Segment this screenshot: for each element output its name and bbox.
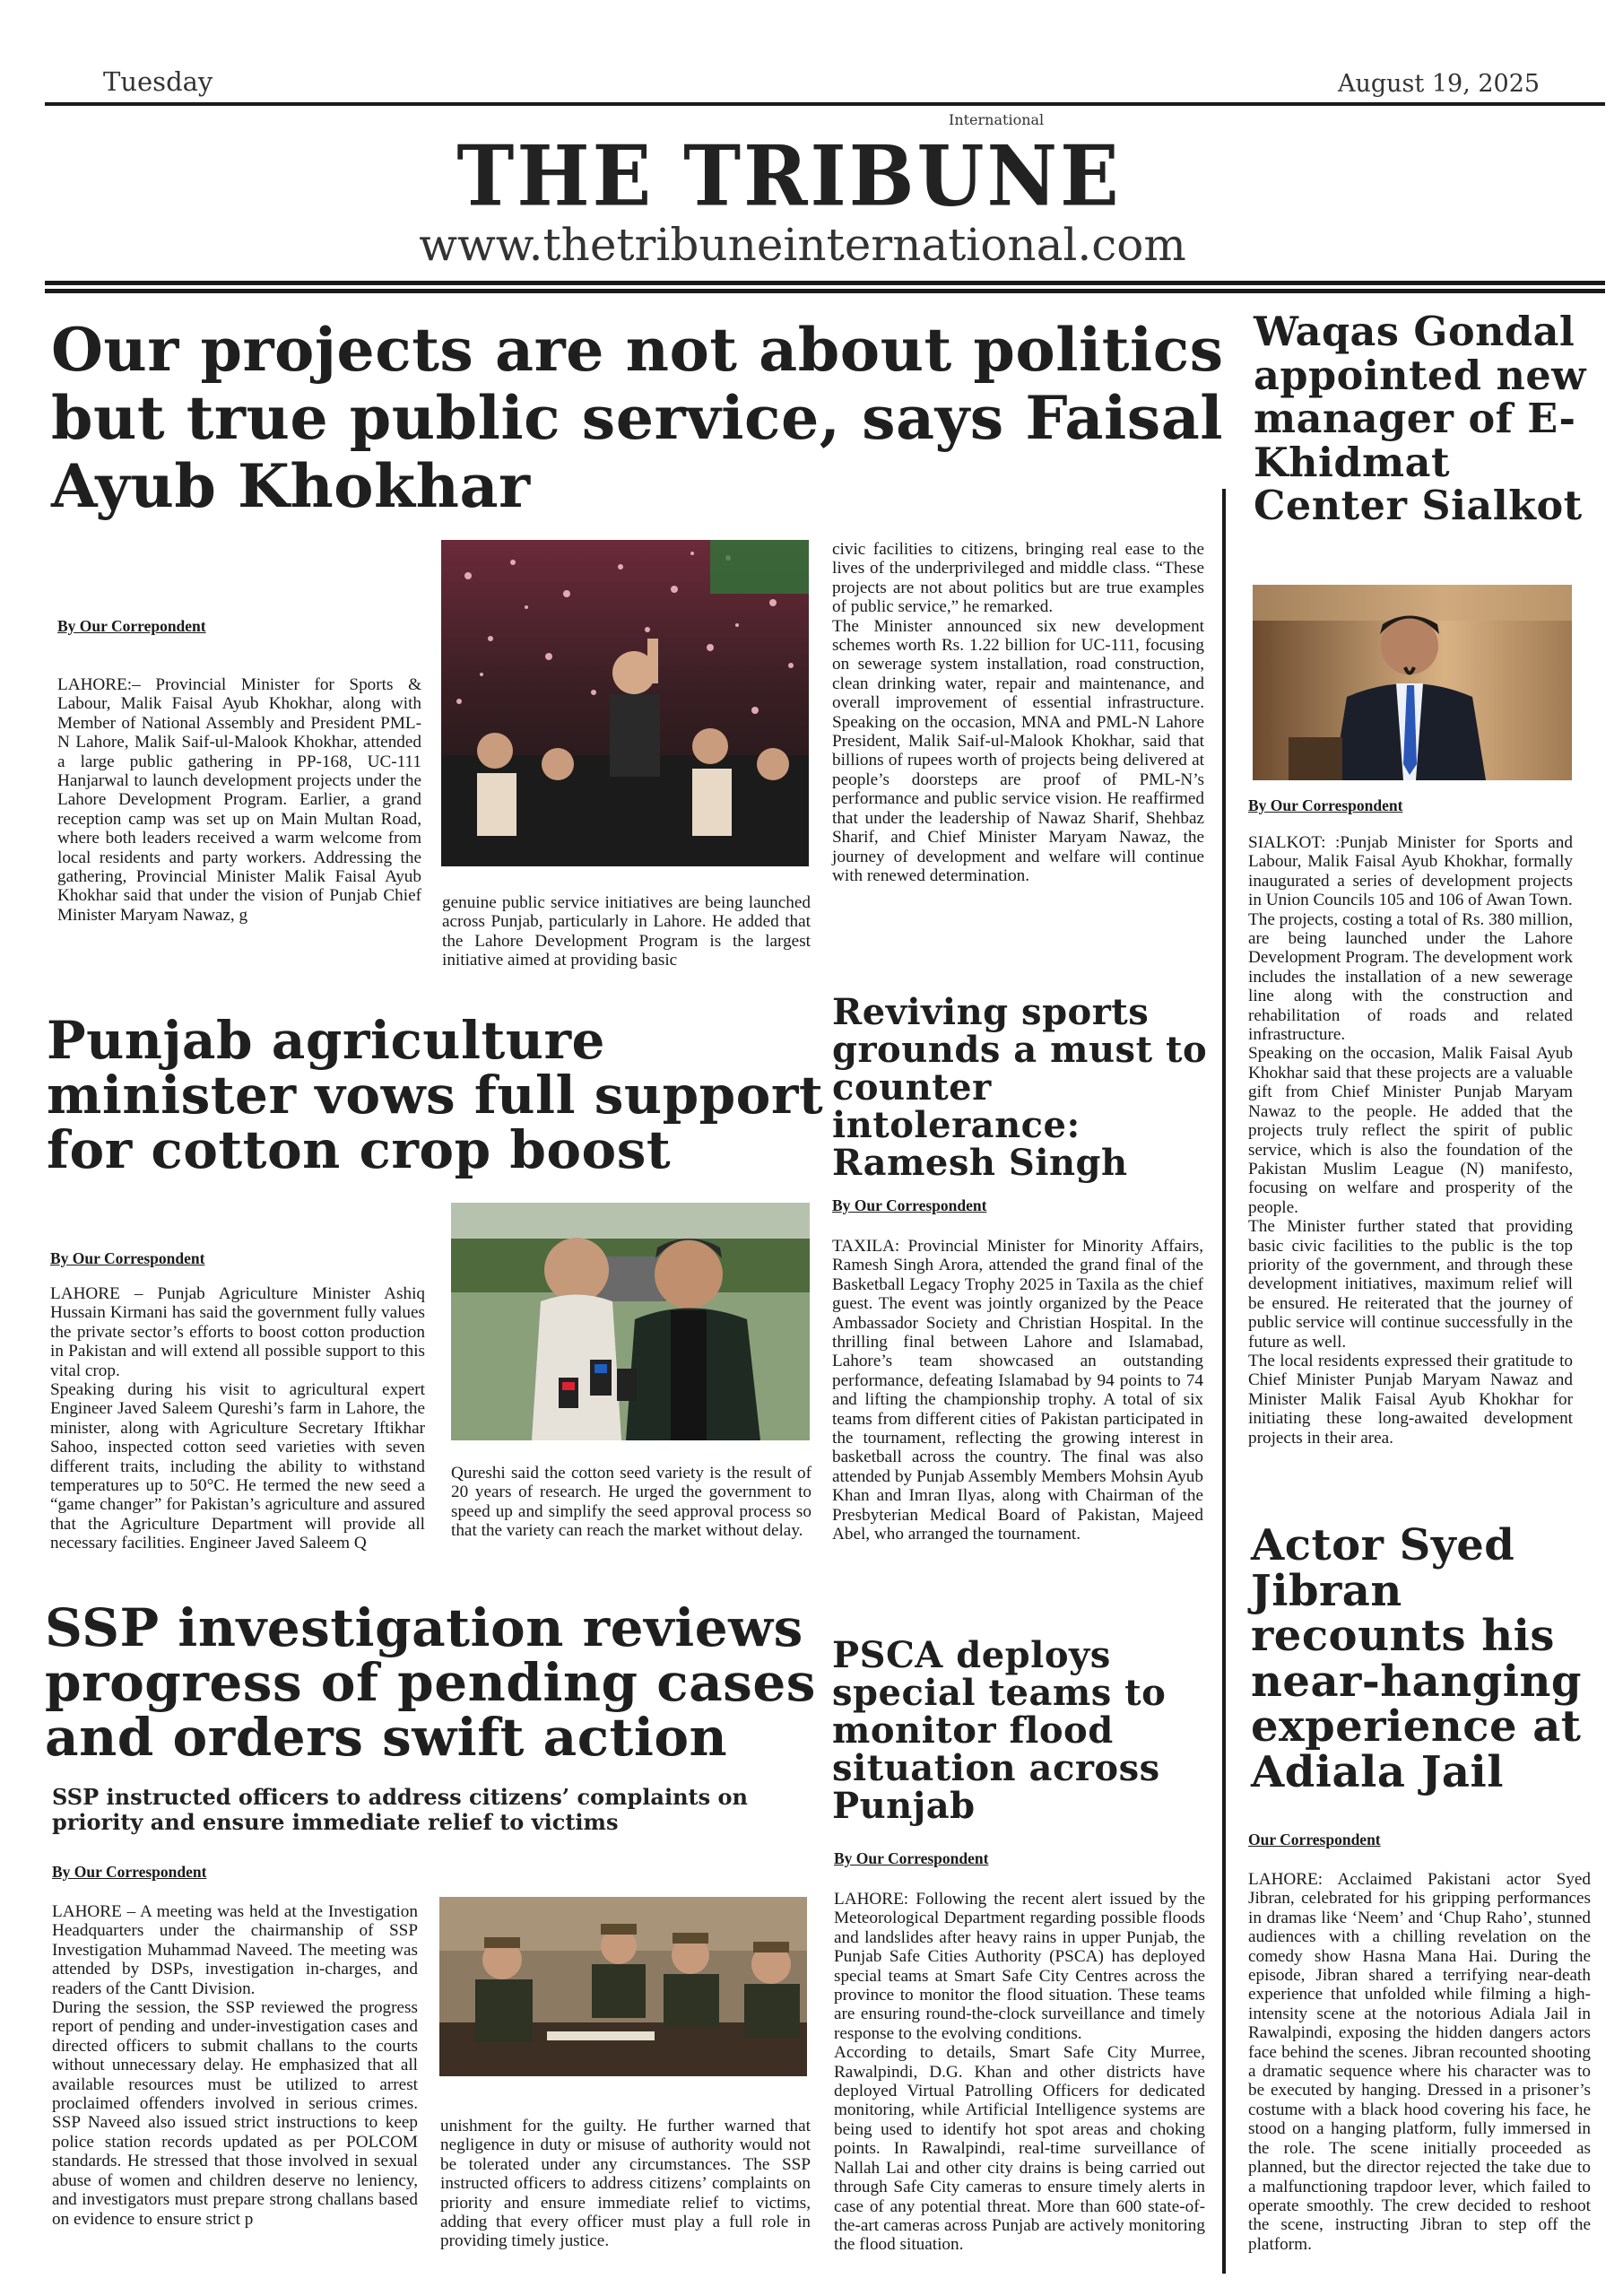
lead-col2 — [442, 893, 811, 970]
masthead-title: THE TRIBUNE — [456, 126, 1122, 226]
waqas-paragraph: SIALKOT: :Punjab Minister for Sports and Labour, Malik Faisal Ayub Khokhar, formally inaugurated a series of development projects in Union Councils 105 and 106 of Awan Town. — [1248, 833, 1573, 910]
masthead-rule-upper — [45, 281, 1605, 285]
psca-paragraph: LAHORE: Following the recent alert issued by the Meteorological Department regarding possible floods and landslides after heavy rains in upper Punjab, the Punjab Safe Cities Authority (PSCA) has deployed special teams at Smart Safe City Centres across the province to monitor the flood situation. These teams are ensuring round-the-clock surveillance and timely response to the evolving conditions. — [834, 1890, 1205, 2043]
sports-headline: Reviving sports grounds a must to counter intolerance: Ramesh Singh — [832, 991, 1208, 1184]
lead-byline: By Our Correpondent — [57, 617, 206, 635]
sports-paragraph: TAXILA: Provincial Minister for Minority Affairs, Ramesh Singh Arora, attended the grand final of the Basketball Legacy Trophy 2025 in Taxila as the chief guest. The event was jointly organized by the Peace Ambassador Society and Christian Hospital. In the thrilling final between Lahore and Islamabad, Lahore’s team showcased an outstanding performance, defeating Islamabad by 94 points to 74 and lifting the championship trophy. A total of six teams from different cities of Pakistan participated in the tournament, reflecting the growing interest in basketball across the country. The final was also attended by Punjab Assembly Members Mohsin Ayub Khan and Imran Ilyas, along with Chairman of the Presbyterian Medical Board of Pakistan, Majeed Abel, who arranged the tournament. — [832, 1237, 1203, 1544]
psca-body — [834, 1890, 1205, 2255]
psca-paragraph: According to details, Smart Safe City Murree, Rawalpindi, D.G. Khan and other districts have deployed Virtual Patrolling Officers for dedicated monitoring, while Artificial Intelligence systems are being used to identify hot spot areas and choking points. In Rawalpindi, real-time surveillance of Nallah Lai and other city drains is being carried out through Safe City cameras to ensure timely alerts in case of any potential threat. More than 600 state-of-the-art cameras across Punjab are actively monitoring the flood situation. — [834, 2043, 1205, 2255]
agri-byline: By Our Correspondent — [50, 1249, 205, 1267]
agri-col2-text: Qureshi said the cotton seed variety is the result of 20 years of research. He urged the government to speed up and simplify the seed approval process so that the variety can reach the market without delay. — [451, 1464, 812, 1541]
lead-col3 — [832, 540, 1204, 885]
lead-col1 — [57, 675, 421, 925]
waqas-paragraph: The Minister further stated that providing basic civic facilities to the public is the top priority of the government, and through these development initiatives, maximum relief will be ensured. He reiterated that the journey of public service will continue successfully in the future as well. — [1248, 1217, 1573, 1352]
ssp-headline: SSP investigation reviews progress of pending cases and orders swift action — [45, 1597, 816, 1768]
waqas-headline: Waqas Gondal appointed new manager of E-Khidmat Center Sialkot — [1254, 309, 1586, 529]
psca-byline: By Our Correspondent — [834, 1849, 989, 1867]
masthead-edition: International — [949, 111, 1045, 128]
ssp-col2-text: unishment for the guilty. He further warned that negligence in duty or misuse of authority would not be tolerated under any circumstances. The SSP instructed officers to address citizens’ complaints on priority and ensure immediate relief to victims, adding that every officer must play a full role in providing timely justice. — [440, 2117, 811, 2251]
ssp-paragraph: LAHORE – A meeting was held at the Investigation Headquarters under the chairmanship of SSP Investigation Muhammad Naveed. The meeting was attended by DSPs, investigation in-charges, and readers of the Cantt Division. — [52, 1902, 418, 1998]
ssp-byline: By Our Correspondent — [52, 1863, 207, 1881]
lead-photo-art — [441, 540, 809, 866]
actor-byline: Our Correspondent — [1248, 1831, 1381, 1848]
lead-col3-paragraph: The Minister announced six new development schemes worth Rs. 1.22 billion for UC-111, focusing on sewerage system installation, road construction, clean drinking water, repair and maintenance, and overall improvement of essential infrastructure. Speaking on the occasion, MNA and PML-N Lahore President, Malik Saif-ul-Malook Khokhar, said that billions of rupees worth of projects being delivered at people’s doorsteps are proof of PML-N’s performance and public service vision. He reaffirmed that under the leadership of Nawaz Sharif, Shehbaz Sharif, and Chief Minister Maryam Nawaz, the journey of development and welfare will continue with renewed determination. — [832, 616, 1204, 885]
waqas-body — [1248, 833, 1573, 1448]
lead-col2-text: genuine public service initiatives are being launched across Punjab, particularly in Lahore. He added that the Lahore Development Program is the largest initiative aimed at providing basic — [442, 893, 811, 970]
agri-paragraph: LAHORE – Punjab Agriculture Minister Ashiq Hussain Kirmani has said the government fully values the private sector’s efforts to boost cotton production in Pakistan and will extend all possible support to this vital crop. — [50, 1284, 425, 1380]
agri-col2 — [451, 1464, 812, 1541]
psca-headline: PSCA deploys special teams to monitor flood situation across Punjab — [832, 1634, 1167, 1827]
agri-col1 — [50, 1284, 425, 1553]
sports-body — [832, 1237, 1203, 1544]
column-divider — [1222, 489, 1226, 2274]
lead-paragraph: LAHORE:– Provincial Minister for Sports & Labour, Malik Faisal Ayub Khokhar, along with Member of National Assembly and President PML-N Lahore, Malik Saif-ul-Malook Khokhar, attended a large public gathering in PP-168, UC-111 Hanjarwal to launch development projects under the Lahore Development Program. Earlier, a grand reception camp was set up on Main Multan Road, where both leaders received a warm welcome from local residents and party workers. Addressing the gathering, Provincial Minister Malik Faisal Ayub Khokhar said that under the vision of Punjab Chief Minister Maryam Nawaz, g — [57, 675, 421, 925]
sports-byline: By Our Correspondent — [832, 1196, 987, 1214]
waqas-paragraph: The local residents expressed their gratitude to Chief Minister Punjab Maryam Nawaz and Minister Malik Faisal Ayub Khokhar for initiating these long-awaited development projects in their area. — [1248, 1351, 1573, 1448]
agri-headline: Punjab agriculture minister vows full support for cotton crop boost — [47, 1010, 824, 1180]
actor-paragraph: LAHORE: Acclaimed Pakistani actor Syed Jibran, celebrated for his gripping performances in dramas like ‘Neem’ and ‘Chup Raho’, stunned audiences with a chilling revelation on the comedy show Hasna Mana Hai. During the episode, Jibran shared a terrifying near-death experience that unfolded while filming a high-intensity scene at the notorious Adiala Jail in Rawalpindi, exposing the hidden dangers actors face behind the scenes. Jibran recounted shooting a dramatic sequence where his character was to be executed by hanging. Dressed in a prisoner’s costume with a black hood covering his face, he stood on a hanging platform, fully immersed in the role. The scene initially proceeded as planned, but the director rejected the take due to a malfunctioning trapdoor lever, which failed to operate smoothly. The crew decided to reshoot the scene, instructing Jibran to step off the platform. — [1248, 1870, 1591, 2254]
waqas-paragraph: The projects, costing a total of Rs. 380 million, are being launched under the Lahore Development Program. The development work includes the installation of a new sewerage line along with the construction and rehabilitation of roads and related infrastructure. — [1248, 909, 1573, 1045]
actor-headline: Actor Syed Jibran recounts his near-hanging experience at Adiala Jail — [1251, 1520, 1582, 1797]
agri-photo — [451, 1203, 810, 1440]
lead-photo — [441, 540, 809, 866]
ssp-photo — [439, 1897, 807, 2076]
ssp-col2 — [440, 2117, 811, 2251]
lead-col3-paragraph: civic facilities to citizens, bringing real ease to the lives of the underprivileged and middle class. “These projects are not about politics but are true examples of public service,” he remarked. — [832, 540, 1204, 617]
lead-headline: Our projects are not about politics but true public service, says Faisal Ayub Khokhar — [51, 315, 1224, 521]
ssp-paragraph: During the session, the SSP reviewed the progress report of pending and under-investigation cases and directed officers to submit challans to the courts without unnecessary delay. He emphasized that all available resources must be utilized to arrest proclaimed offenders involved in serious crimes. SSP Naveed also issued strict instructions to keep police station records updated as per POLCOM standards. He stressed that those involved in sexual abuse of women and children deserve no leniency, and investigators must prepare strong challans based on evidence to ensure strict p — [52, 1998, 418, 2229]
waqas-photo-art — [1253, 585, 1572, 780]
waqas-photo — [1253, 585, 1572, 780]
ssp-col1 — [52, 1902, 418, 2229]
masthead-rule-lower — [45, 289, 1605, 293]
agri-paragraph: Speaking during his visit to agricultural expert Engineer Javed Saleem Qureshi’s farm in Lahore, the minister, along with Agriculture Secretary Iftikhar Sahoo, inspected cotton seed varieties with seven different traits, including the ability to withstand temperatures up to 50°C. He termed the new seed a “game changer” for Pakistan’s agriculture and assured that the Agriculture Department will provide all necessary facilities. Engineer Javed Saleem Q — [50, 1380, 425, 1553]
masthead-top-rule — [45, 102, 1605, 106]
masthead-url[interactable]: www.thetribuneinternational.com — [419, 219, 1186, 271]
waqas-byline: By Our Correspondent — [1248, 796, 1403, 814]
actor-body — [1248, 1870, 1591, 2254]
waqas-paragraph: Speaking on the occasion, Malik Faisal Ayub Khokhar said that these projects are a valuable gift from Chief Minister Punjab Maryam Nawaz to the people. He added that the projects truly reflect the spirit of public service, which is also the foundation of the Pakistan Muslim League (N) manifesto, focusing on welfare and prosperity of the people. — [1248, 1044, 1573, 1217]
agri-photo-art — [451, 1203, 810, 1440]
ssp-photo-art — [439, 1897, 807, 2076]
masthead-day: Tuesday — [103, 66, 213, 97]
ssp-subhead: SSP instructed officers to address citizens’ complaints on priority and ensure immediate relief to victims — [52, 1784, 748, 1835]
masthead-date: August 19, 2025 — [1338, 70, 1541, 98]
